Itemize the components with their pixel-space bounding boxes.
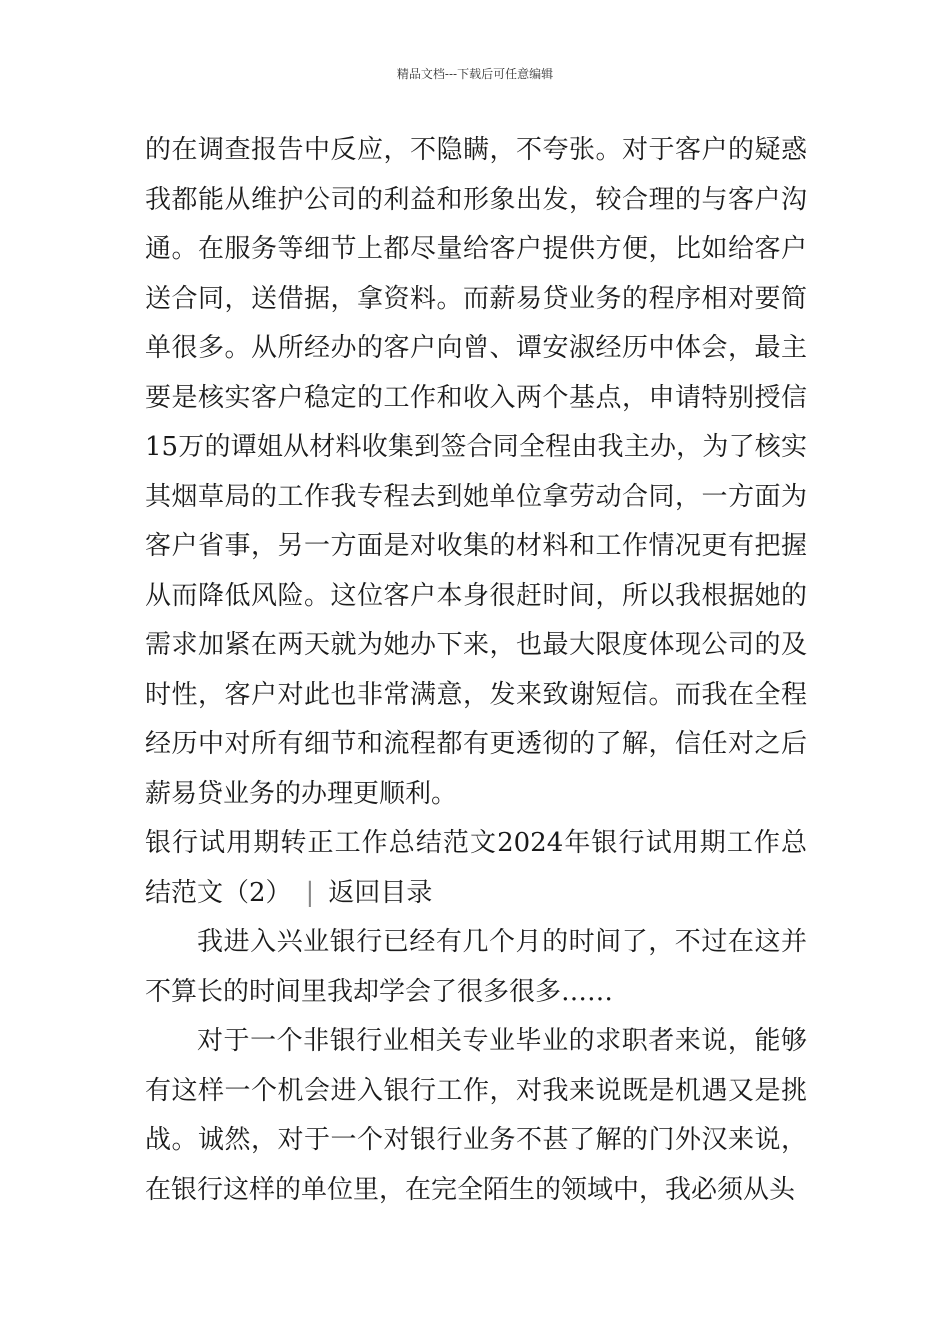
paragraph-body: 对于一个非银行业相关专业毕业的求职者来说，能够有这样一个机会进入银行工作，对我来说既是机遇又是挑战。诚然，对于一个对银行业务不甚了解的门外汉来说，在银行这样的单位里，在完全陌生的领域中，我必须从头 [145, 1026, 807, 1205]
paragraph-continued: 的在调查报告中反应，不隐瞒，不夸张。对于客户的疑惑我都能从维护公司的利益和形象出发，较合理的与客户沟通。在服务等细节上都尽量给客户提供方便，比如给客户送合同，送借据，拿资料。而薪易贷业务的程序相对要简单很多。从所经办的客户向曾、谭安淑经历中体会，最主要是核实客户稳定的工作和收入两个基点，申请特别授信15万的谭姐从材料收集到签合同全程由我主办，为了核实其烟草局的工作我专程去到她单位拿劳动合同，一方面为客户省事，另一方面是对收集的材料和工作情况更有把握从而降低风险。这位客户本身很赶时间，所以我根据她的需求加紧在两天就为她办下来，也最大限度体现公司的及时性，客户对此也非常满意，发来致谢短信。而我在全程经历中对所有细节和流程都有更透彻的了解，信任对之后薪易贷业务的办理更顺利。 [145, 135, 807, 809]
back-to-toc-link[interactable]: 返回目录 [328, 877, 433, 908]
section-title: 银行试用期转正工作总结范文2024年银行试用期工作总结范文（2） [145, 828, 807, 908]
heading-separator: | [305, 877, 315, 908]
document-body [145, 126, 807, 1215]
section-heading [145, 819, 807, 918]
paragraph-intro: 我进入兴业银行已经有几个月的时间了，不过在这并不算长的时间里我却学会了很多很多…… [145, 927, 807, 1007]
page-header-note: 精品文档---下载后可任意编辑 [396, 67, 554, 81]
